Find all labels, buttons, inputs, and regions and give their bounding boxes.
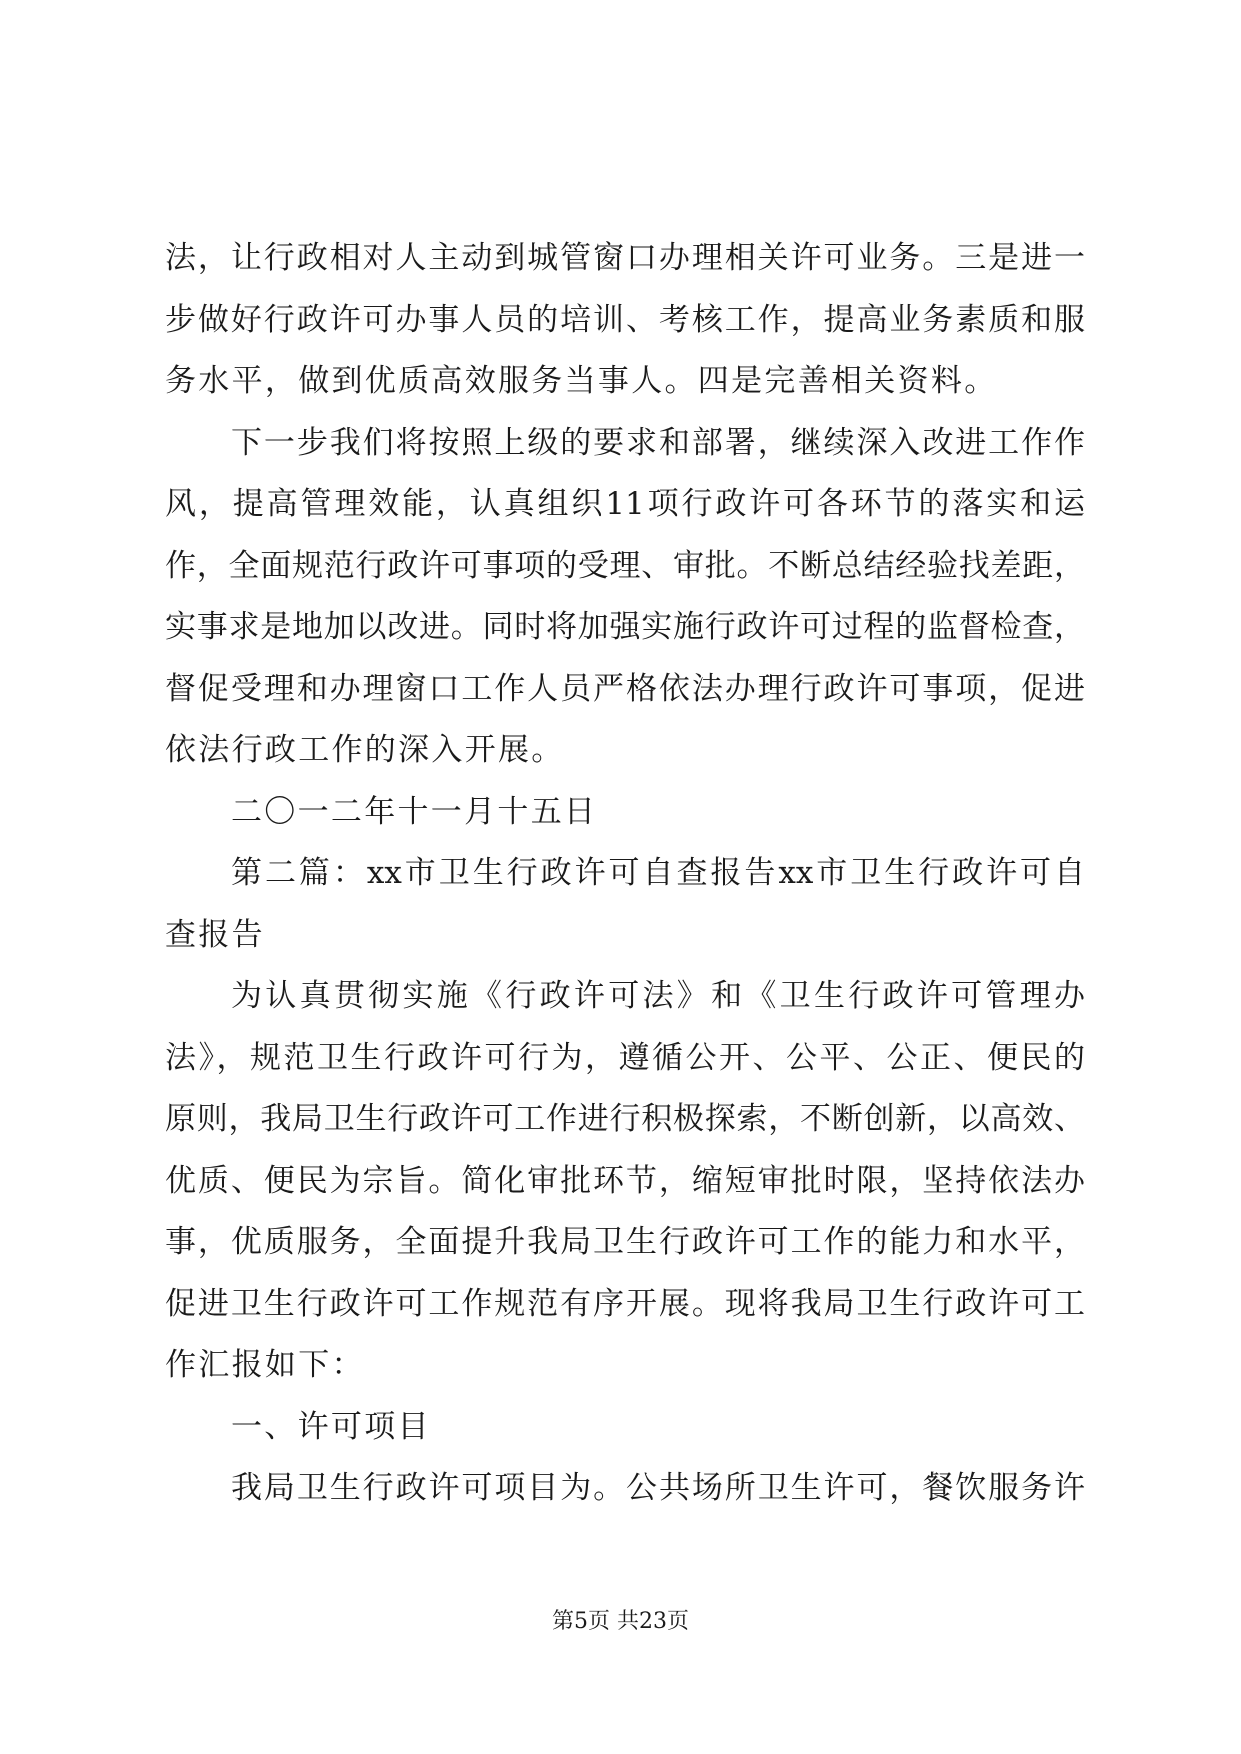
text-line: 查报告	[165, 916, 265, 953]
text-line: 二〇一二年十一月十五日	[231, 793, 598, 830]
document-body	[165, 228, 1085, 1520]
text-line: 务水平，做到优质高效服务当事人。四是完善相关资料。	[165, 363, 998, 399]
text-line: 法，让行政相对人主动到城管窗口办理相关许可业务。三是进一	[165, 240, 1085, 276]
text-line: 优质、便民为宗旨。简化审批环节，缩短审批时限，坚持依法办	[165, 1162, 1085, 1199]
text-line: 为认真贯彻实施《行政许可法》和《卫生行政许可管理办	[231, 978, 1085, 1014]
text-line: 风，提高管理效能，认真组织11项行政许可各环节的落实和运	[165, 486, 1085, 522]
text-line: 第二篇：xx市卫生行政许可自查报告xx市卫生行政许可自	[231, 855, 1085, 891]
text-line: 下一步我们将按照上级的要求和部署，继续深入改进工作作	[231, 424, 1085, 461]
text-line: 法》，规范卫生行政许可行为，遵循公开、公平、公正、便民的	[165, 1039, 1085, 1076]
text-line: 原则，我局卫生行政许可工作进行积极探索，不断创新，以高效、	[165, 1101, 1085, 1137]
text-line: 一、许可项目	[231, 1408, 431, 1445]
page-footer: 第5页 共23页	[552, 1609, 689, 1634]
text-line: 步做好行政许可办事人员的培训、考核工作，提高业务素质和服	[165, 301, 1085, 338]
text-line: 事，优质服务，全面提升我局卫生行政许可工作的能力和水平，	[165, 1224, 1085, 1260]
text-line: 督促受理和办理窗口工作人员严格依法办理行政许可事项，促进	[165, 670, 1085, 707]
text-line: 依法行政工作的深入开展。	[165, 732, 565, 768]
text-line: 实事求是地加以改进。同时将加强实施行政许可过程的监督检查，	[165, 609, 1085, 645]
text-line: 我局卫生行政许可项目为。公共场所卫生许可，餐饮服务许	[231, 1470, 1085, 1506]
text-line: 促进卫生行政许可工作规范有序开展。现将我局卫生行政许可工	[165, 1285, 1085, 1322]
text-line: 作汇报如下：	[165, 1347, 365, 1383]
text-line: 作，全面规范行政许可事项的受理、审批。不断总结经验找差距，	[165, 547, 1085, 584]
